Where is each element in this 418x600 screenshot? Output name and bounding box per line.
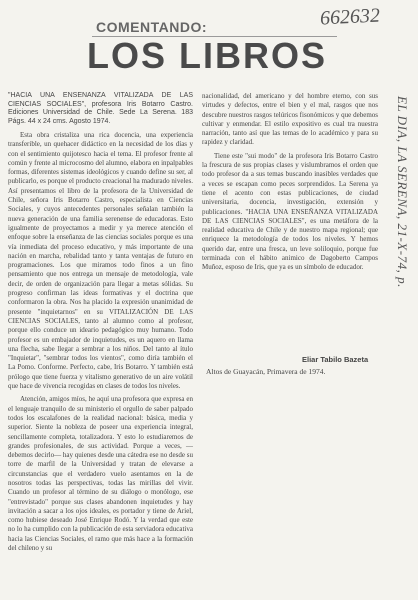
paragraph: Tiene este "sui modo" de la profesora Iris Botarro Castro la frescura de sus propias clases y vislumbramos el orden que todo profesor da a sus temas buscando inasibles verdades que a veces se escapan como peces sorprendidos. La Serena ya tiene el acento con estas publicaciones, de ciudad universitaria, docencia, investigación, extensión y publicaciones. "HACIA UNA ENSEÑANZA VITALIZADA DE LAS CIENCIAS SOCIALES", es una metáfora de la realidad educativa de Chile y de nuestro mapa regional; que enriquece la metodología de todos los niveles. Y hemos querido dar, entre una fresca, un leve soliloquio, porque fue terminada con el hábito animico de Dagoberto Campos Muñoz, esposo de Iris, que ya es un símbolo de educador. xyxy=(202,151,378,272)
handwritten-code: 662632 xyxy=(319,4,381,30)
paragraph: Atención, amigos míos, he aquí una profesora que expresa en el lenguaje tranquilo de su ministerio el orgullo de saber palpado todos los escalafones de la realidad nacional: básica, media y superior. Siente la nobleza de poseer una experiencia integral, sencillamente completa, totalizadora. Y esto lo estudiaremos de grandes profesionales, de sus actividad. Porque a veces, —debemos decirlo— hay quienes desde una cátedra ese no desde su torre de marfil de la Universidad y tratan de elevarse a circunstancias que el verdadero vuelo asentamos en la de nosotros todas las perspectivas, todas las mirillas del vivir. Cuando un profesor al término de su diálogo o monólogo, ese "entrevistado" porque sus clases abandonen inquietudes y hay invitación a sacar a los ojos ideales, es portador y tiene de Ariel, como hubiese deseado José Enrique Rodó. Y la verdad que este no lo ha cumplido con la publicación de esta serviadora educativa hacia las Ciencias Sociales, el ramo que más hace a la formación del chileno y su xyxy=(8,395,193,553)
left-column xyxy=(8,92,193,598)
author-signature: Eliar Tabilo Bazeta xyxy=(302,355,369,364)
right-column xyxy=(202,92,378,352)
handwritten-source-note: EL DIA, LA SERENA, 21-X-74, p. xyxy=(395,96,410,288)
place-date: Altos de Guayacán, Primavera de 1974. xyxy=(206,367,326,376)
section-kicker: COMENTANDO: xyxy=(96,19,208,35)
page-title: LOS LIBROS xyxy=(87,35,328,76)
book-citation: "HACIA UNA ENSEÑANZA VITALIZADA DE LAS CIENCIAS SOCIALES", profesora Iris Botarro Castro. Ediciones Universidad de Chile. Sede La Serena. 183 Págs. 44 x 24 cms. Agosto 1974. xyxy=(8,92,193,125)
paragraph: nacionalidad, del americano y del hombre eterno, con sus virtudes y defectos, entre el bien y el mal, rasgos que nos descubre nuestros rasgos telúricos fisonómicos y que debemos cultivar y enmendar. El estilo expositivo es cual tra nuestra narración, tanto así que las temas de lo académico y para su rapidez y claridad. xyxy=(202,92,378,147)
paragraph: Esta obra cristaliza una rica docencia, una experiencia transferible, un quehacer didáctico en la necesidad de los días y con el sentimiento quijotesco hacia el tema. El profesor frente al común y frente al microcosmo del alumno, elabora en inpalpables formas, diferentes sistemas ideológicos y cuando define su ser, al publicarlo, es porque el producto creacional ha madurado niveles. Así presentamos el libro de la profesora de la Universidad de Chile, señora Iris Botarro Castro, especialista en Ciencias Sociales, y cuyos antecedentes personales señalan también la nueva generación de una familia serenense de educadoras. Esto igualmente de proyectamos a medir y ya merece atención el enfoque sobre la enseñanza de las ciencias sociales porque es una vía inmediata del proceso educativo, y más importante de una nación en marcha, rebalidad tanto y tanta ventajas de futuro en programaciones. Los que miramos todo finos a un fino pensamiento que nos entrega un mensaje de metodología, vale decir, de orden de organización para llegar a metas sólidas. Su progreso confirman las ideas formativas y el doctrina que conformaron la obra. Nos ha placido la expresión unanimidad de presente "inquietarnos" en su VITALIZACIÓN DE LAS CIENCIAS SOCIALES, tanto al alumno como al profesor, porque ello conduce un ideario pedagógico muy humano. Todo profesor es un embajador de inquietudes, es un aquero en llama una flecha, sabe llegar a sembrar a los niños. Del tanto al ítulo "Inquietar", "sembrar todos los vientos", como diría también el La Pomo. Conforme. Perfecto, cabe, Iris Botarro. Y también está prólogo que tiene fuerza y vitalismo generativo de un aire volátil que hace de vivencia recogidas en clases de todos los niveles. xyxy=(8,131,193,391)
